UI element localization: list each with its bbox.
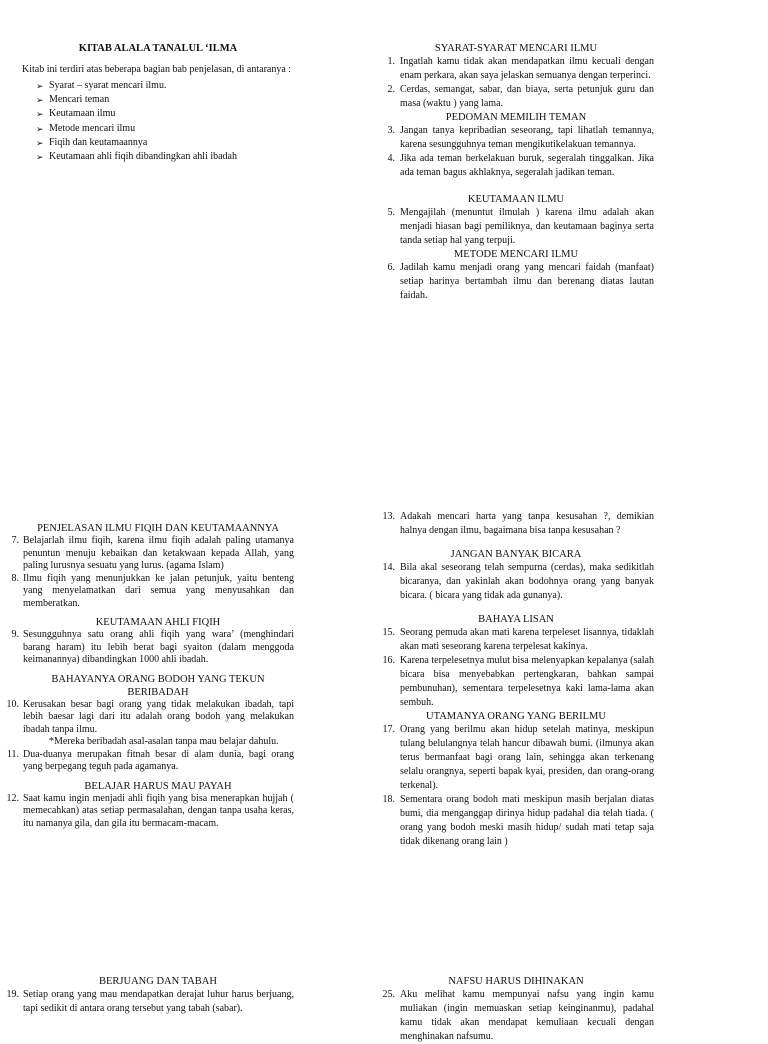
numbered-item: 1. Ingatlah kamu tidak akan mendapatkan ilmu kecuali dengan enam perkara, akan saya jelaskan semuanya dengan terperinci. <box>387 56 654 81</box>
numbered-item: 8. Ilmu fiqih yang menunjukkan ke jalan petunjuk, yaitu benteng yang menyelamatkan dari semua yang menyusahkan dan memberatkan. <box>11 572 294 609</box>
document-title: KITAB ALALA TANALUL ‘ILMA <box>78 43 238 54</box>
list-item: ➢ Keutamaan ilmu <box>36 107 294 121</box>
heading-keutamaan-ilmu: KEUTAMAAN ILMU <box>467 194 565 205</box>
section-fiqih <box>6 522 294 830</box>
section-lisan <box>378 510 654 849</box>
numbered-item: 19. Setiap orang yang mau mendapatkan derajat luhur harus berjuang, tapi sedikit di antara orang tersebut yang tabah (sabar). <box>6 989 294 1014</box>
heading-metode: METODE MENCARI ILMU <box>453 249 579 260</box>
numbered-item: 18. Sementara orang bodoh mati meskipun masih berjalan diatas bumi, dia menganggap dirinya hidup padahal dia telah tiada. ( orang yang bodoh meski masih hidup/ sudah mati tetap saja tidak dikenang orang lain ) <box>382 794 654 847</box>
footnote: *Mereka beribadah asal-asalan tanpa mau belajar dahulu. <box>49 736 279 747</box>
list-item: ➢ Mencari teman <box>36 93 294 107</box>
heading-bahaya-orang-bodoh: BAHAYANYA ORANG BODOH YANG TEKUN BERIBADAH <box>51 673 265 698</box>
numbered-item: 10. Kerusakan besar bagi orang yang tidak melakukan ibadah, tapi lebih baesar lagi dari itu adalah orang bodoh yang melakukan ibadah tanpa ilmu. <box>6 698 294 735</box>
numbered-item: 4. Jika ada teman berkelakuan buruk, segeralah tinggalkan. Jika ada teman bagus akhlaknya, segeralah jadikan teman. <box>387 153 654 178</box>
numbered-item: 6. Jadilah kamu menjadi orang yang mencari faidah (manfaat) setiap harinya bertambah ilmu dan berenang diatas lautan faidah. <box>387 262 654 301</box>
list-item: ➢ Fiqih dan keutamaannya <box>36 136 294 150</box>
chapter-list <box>36 79 294 164</box>
intro-paragraph: Kitab ini terdiri atas beberapa bagian bab penjelasan, di antaranya : <box>22 64 292 75</box>
heading-fiqih: PENJELASAN ILMU FIQIH DAN KEUTAMAANNYA <box>37 523 279 534</box>
numbered-item: 25. Aku melihat kamu mempunyai nafsu yang ingin kamu muliakan (ingin memuaskan setiap keinginanmu), padahal kamu tidak akan mendapat kemuliaan kecuali dengan menghinakan nafsumu. <box>382 989 654 1042</box>
numbered-item: 5. Mengajilah (menuntut ilmulah ) karena ilmu adalah akan menjadi hiasan bagi pemiliknya, dan keutamaan baginya serta tanda setiap hal yang terpuji. <box>387 207 654 246</box>
heading-berjuang: BERJUANG DAN TABAH <box>99 976 217 987</box>
heading-pedoman: PEDOMAN MEMILIH TEMAN <box>445 112 587 123</box>
numbered-item: 16. Karena terpelesetnya mulut bisa melenyapkan kepalanya (salah bicara bisa menyebabkan pertengkaran, bahkan sampai pembunuhan), sementara terpelesetnya kaki lama-lama akan sembuh. <box>382 655 654 708</box>
list-item: ➢ Keutamaan ahli fiqih dibandingkan ahli ibadah <box>36 150 294 164</box>
list-item: ➢ Metode mencari ilmu <box>36 122 294 136</box>
heading-syarat: SYARAT-SYARAT MENCARI ILMU <box>434 43 598 54</box>
section-nafsu <box>378 975 654 1044</box>
numbered-item: 3. Jangan tanya kepribadian seseorang, tapi lihatlah temannya, karena sesungguhnya teman mengikutikelakuan temannya. <box>387 125 654 150</box>
numbered-item: 14. Bila akal seseorang telah sempurna (cerdas), maka sedikitlah bicaranya, dan yakinlah akan bodohnya orang yang banyak bicara. ( bicara yang tidak ada gunanya). <box>382 562 654 601</box>
heading-orang-berilmu: UTAMANYA ORANG YANG BERILMU <box>426 711 606 722</box>
list-item: ➢ Syarat – syarat mencari ilmu. <box>36 79 294 93</box>
numbered-item: 17. Orang yang berilmu akan hidup setelah matinya, meskipun tulang belulangnya telah hancur dibawah bumi. (ilmunya akan terus bermanfaat bagi orang lain, sehingga akan terkenang selalu orangnya, seperti bapak kyai, presiden, dan orang-orang terkenal). <box>382 724 654 791</box>
section-syarat <box>378 42 654 303</box>
arrow-bullet-icon: ➢ <box>36 95 44 106</box>
heading-belajar-payah: BELAJAR HARUS MAU PAYAH <box>84 780 232 792</box>
heading-bahaya-lisan: BAHAYA LISAN <box>478 614 554 625</box>
numbered-item: 13. Adakah mencari harta yang tanpa kesusahan ?, demikian halnya dengan ilmu, bagaimana bisa tanpa kesusahan ? <box>382 511 654 536</box>
numbered-item: 11. Dua-duanya merupakan fitnah besar di alam dunia, bagi orang yang berpegang teguh pada agamanya. <box>6 748 294 772</box>
numbered-item: 7. Belajarlah ilmu fiqih, karena ilmu fiqih adalah paling utamanya penuntun menuju kebaikan dan ketakwaan kepada Allah, yang paling lurusnya sesuatu yang lurus. (agama Islam) <box>11 535 294 571</box>
heading-keutamaan-ahli-fiqih: KEUTAMAAN AHLI FIQIH <box>95 617 221 628</box>
numbered-item: 2. Cerdas, semangat, sabar, dan biaya, serta petunjuk guru dan masa (waktu ) yang lama. <box>387 84 654 109</box>
numbered-item: 15. Seorang pemuda akan mati karena terpeleset lisannya, tidaklah akan mati seseorang karena terpelesat kakinya. <box>382 627 654 652</box>
section-kitab-intro <box>22 42 294 164</box>
heading-nafsu: NAFSU HARUS DIHINAKAN <box>448 976 584 987</box>
section-berjuang <box>6 975 294 1016</box>
arrow-bullet-icon: ➢ <box>36 152 44 163</box>
arrow-bullet-icon: ➢ <box>36 123 44 134</box>
numbered-item: 12. Saat kamu ingin menjadi ahli fiqih yang bisa menerapkan hujjah ( memecahkan) atas setiap permasalahan, dengan tanpa usaha keras, itu namanya gila, dan gila itu bermacam-macam. <box>6 792 294 829</box>
arrow-bullet-icon: ➢ <box>36 109 44 120</box>
arrow-bullet-icon: ➢ <box>36 137 44 148</box>
numbered-item: 9. Sesungguhnya satu orang ahli fiqih yang wara’ (menghindari barang haram) itu lebih berat bagi syaiton (dalam menggoda keimanannya) dibandingkan 1000 ahli ibadah. <box>11 629 294 665</box>
heading-jangan-banyak-bicara: JANGAN BANYAK BICARA <box>450 549 582 560</box>
arrow-bullet-icon: ➢ <box>36 81 44 91</box>
